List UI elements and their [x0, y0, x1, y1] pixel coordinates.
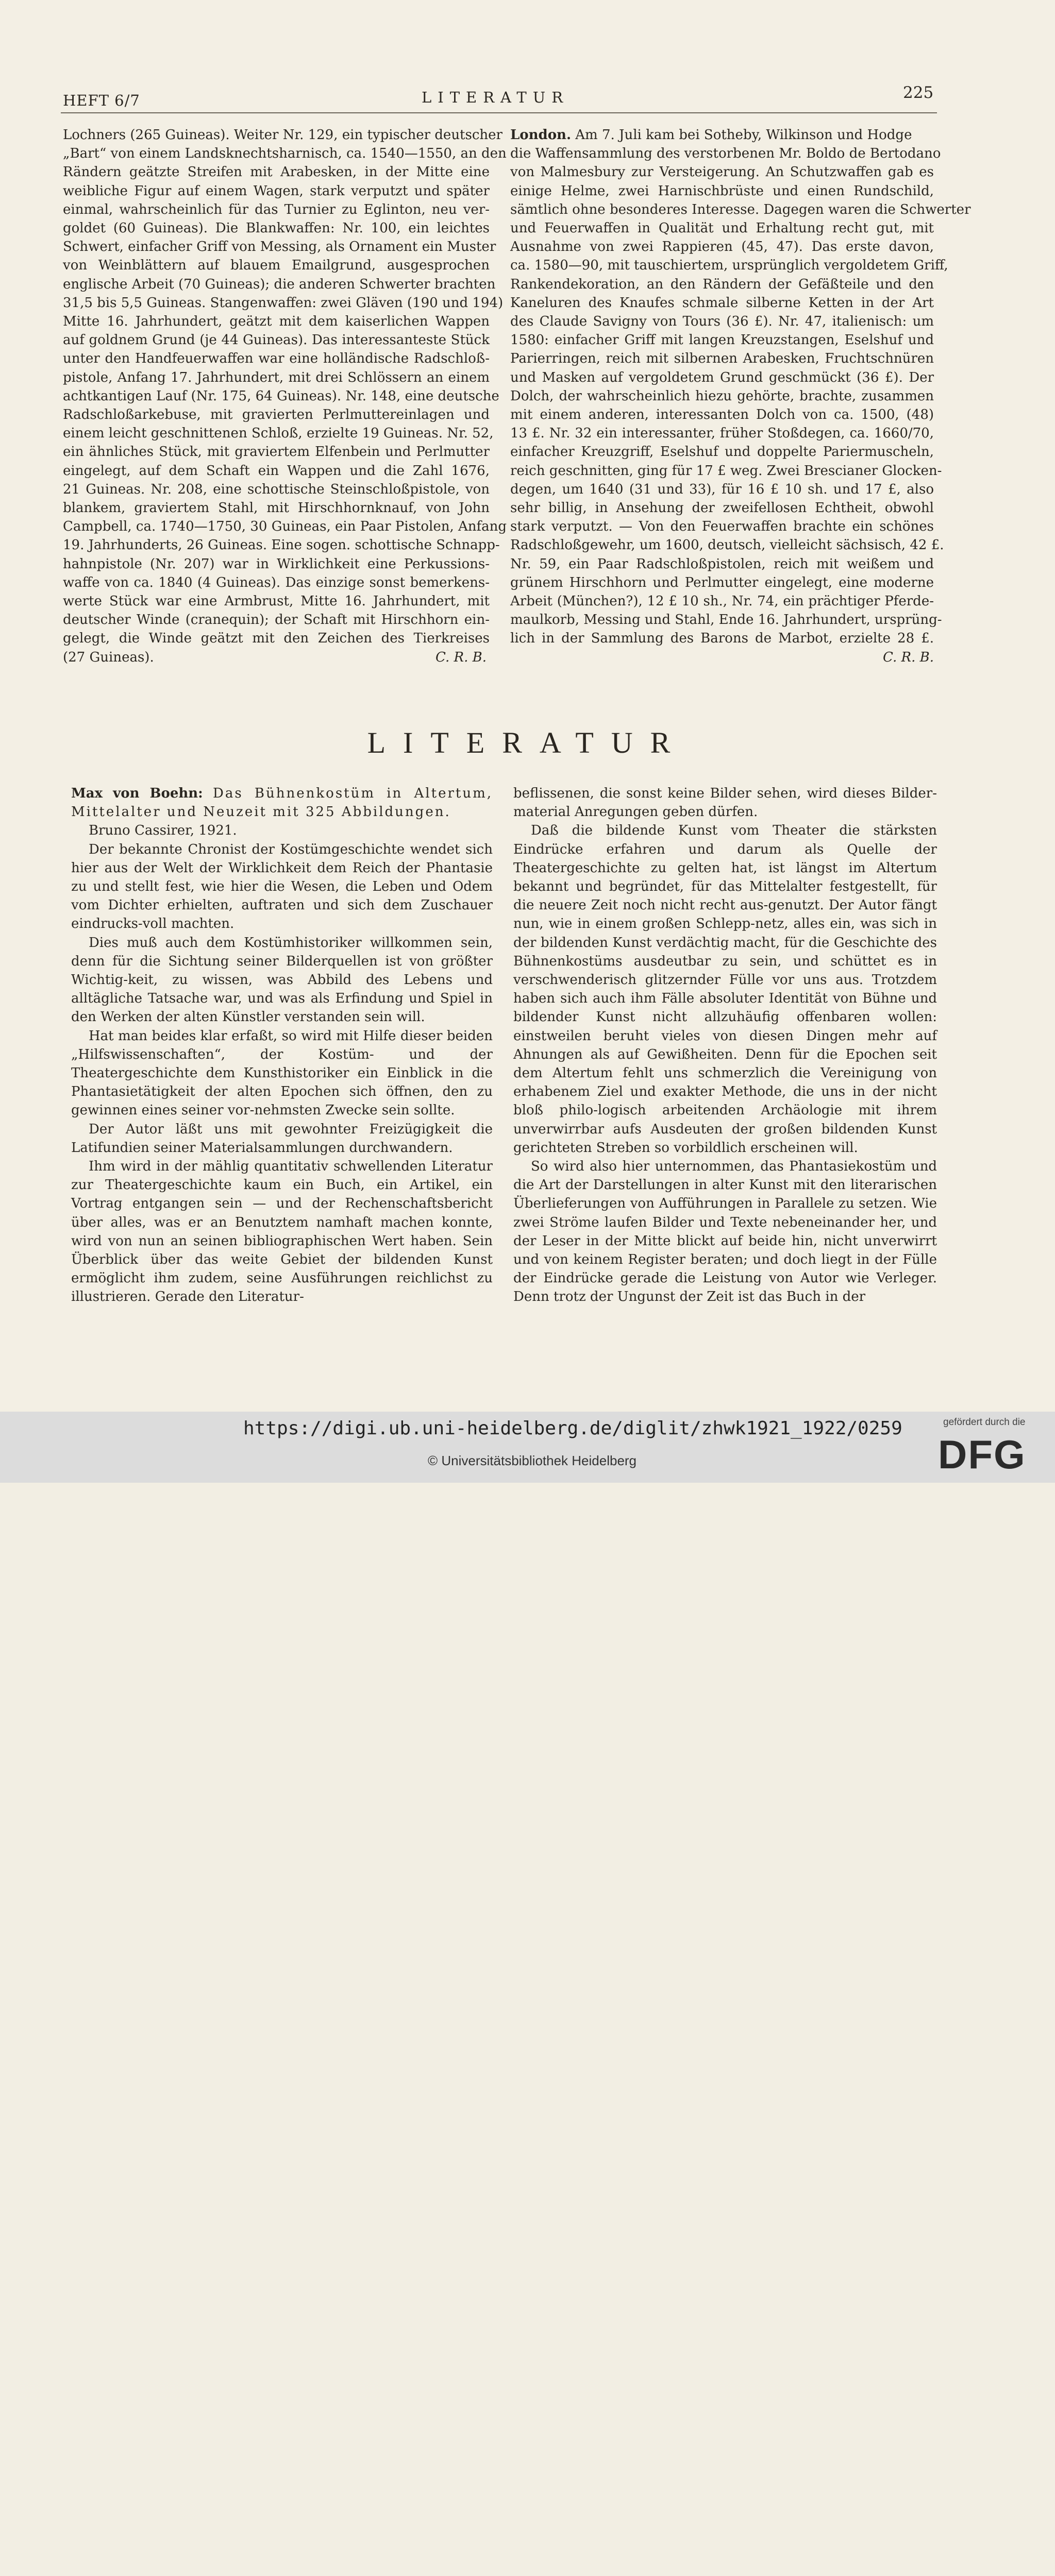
auction-report-left-column — [63, 126, 507, 667]
text-line: Rändern geätzte Streifen mit Arabesken, in der Mitte eine — [63, 164, 490, 180]
section-title: LITERATUR — [367, 726, 688, 759]
text-line: deutscher Winde (cranequin); der Schaft mit Hirschhorn ein- — [63, 612, 490, 628]
issue-label: HEFT 6/7 — [63, 92, 140, 109]
text-line: 19. Jahrhunderts, 26 Guineas. Eine sogen. schottische Schnapp- — [63, 537, 500, 553]
signature: C. R. B. — [883, 649, 934, 665]
text-line: eingelegt, auf dem Schaft ein Wappen und die Zahl 1676, — [63, 463, 490, 479]
text-line: ein ähnliches Stück, mit graviertem Elfenbein und Perlmutter — [63, 444, 490, 460]
signature: C. R. B. — [436, 649, 487, 665]
paragraph: So wird also hier unternommen, das Phantasiekostüm und die Art der Darstellungen in alter Kunst mit den literarischen Überlieferungen von Aufführungen in Parallele zu setzen. Wie zwei Ströme laufen Bilder und Texte nebeneinander her, und der Leser in der Mitte blickt auf beide hin, nicht unverwirrt und von keinem Register beraten; und doch liegt in der Fülle der Eindrücke gerade die Leistung von Autor wie Verleger. Denn trotz der Ungunst der Zeit ist das Buch in der — [513, 1159, 937, 1305]
running-title: LITERATUR — [422, 89, 570, 106]
last-line-row — [63, 648, 490, 667]
text-line: pistole, Anfang 17. Jahrhundert, mit drei Schlössern an einem — [63, 369, 490, 385]
text-line: und Feuerwaffen in Qualität und Erhaltung recht gut, mit — [510, 221, 934, 236]
paragraph: Ihm wird in der mählig quantitativ schwellenden Literatur zur Theatergeschichte kaum ein Buch, ein Artikel, ein Vortrag entgangen sein — und der Rechenschaftsbericht über alles, was er an Benutztem namhaft machen konnte, wird von nun an seinen bibliographischen Wert haben. Sein Überblick über das weite Gebiet der bildenden Kunst ermöglicht ihm zudem, seine Ausführungen reichlichst zu illustrieren. Gerade den Literatur- — [71, 1159, 493, 1305]
text-line: auf goldnem Grund (je 44 Guineas). Das interessanteste Stück — [63, 332, 490, 348]
text-line: einmal, wahrscheinlich für das Turnier zu Eglinton, neu ver- — [63, 201, 490, 217]
text-line: die Waffensammlung des verstorbenen Mr. Boldo de Bertodano — [510, 146, 941, 162]
review-publisher: Bruno Cassirer, 1921. — [89, 823, 237, 839]
text-line: von Weinblättern auf blauem Emailgrund, ausgesprochen — [63, 258, 490, 274]
paragraph: Der bekannte Chronist der Kostümgeschichte wendet sich hier aus der Welt der Wirklichkeit dem Reich der Phantasie zu und stellt fest, wie hier die Wesen, die Leben und Odem vom Dichter erhielten, auftraten und sich dem Zuschauer eindrucks-voll machten. — [71, 841, 493, 932]
text-line: Kaneluren des Knaufes schmale silberne Ketten in der Art — [510, 295, 934, 311]
text-line: reich geschnitten, ging für 17 £ weg. Zwei Brescianer Glocken- — [510, 463, 942, 479]
text-line: waffe von ca. 1840 (4 Guineas). Das einzige sonst bemerkens- — [63, 574, 490, 590]
text-line: einfacher Kreuzgriff, Eselshuf und doppelte Pariermuscheln, — [510, 444, 934, 460]
review-left-column — [71, 784, 493, 1307]
auction-report-right-column — [510, 126, 971, 667]
text-line: Parierringen, reich mit silbernen Arabesken, Fruchtschnüren — [510, 351, 934, 367]
paragraph: Hat man beides klar erfaßt, so wird mit Hilfe dieser beiden „Hilfswissenschaften“, der Kostüm- und der Theatergeschichte dem Kunsthistoriker ein Einblick in die Phantasietätigkeit der alten Epochen sich öffnen, den zu gewinnen eines seiner vor-nehmsten Zwecke sein sollte. — [71, 1028, 493, 1118]
page-number: 225 — [903, 83, 934, 102]
text-line: achtkantigen Lauf (Nr. 175, 64 Guineas). Nr. 148, eine deutsche — [63, 388, 499, 404]
text-line: werte Stück war eine Armbrust, Mitte 16. Jahrhundert, mit — [63, 594, 490, 609]
text-line: von Malmesbury zur Versteigerung. An Schutzwaffen gab es — [510, 164, 934, 180]
text-line: Campbell, ca. 1740—1750, 30 Guineas, ein Paar Pistolen, Anfang — [63, 519, 507, 535]
text-line: Schwert, einfacher Griff von Messing, als Ornament ein Muster — [63, 239, 496, 255]
text-line: (27 Guineas). — [63, 649, 154, 665]
text-line: stark verputzt. — Von den Feuerwaffen brachte ein schönes — [510, 519, 934, 535]
text-line: maulkorb, Messing und Stahl, Ende 16. Jahrhundert, ursprüng- — [510, 612, 942, 628]
review-author: Max von Boehn: — [71, 786, 203, 801]
text-line: goldet (60 Guineas). Die Blankwaffen: Nr. 100, ein leichtes — [63, 221, 490, 236]
text-line: mit einem anderen, interessanten Dolch von ca. 1500, (48) — [510, 407, 934, 423]
text-line: Lochners (265 Guineas). Weiter Nr. 129, ein typischer deutscher — [63, 127, 503, 143]
paragraph: Der Autor läßt uns mit gewohnter Freizügigkeit die Latifundien seiner Materialsammlungen durchwandern. — [71, 1121, 493, 1156]
text-line: Ausnahme von zwei Rappieren (45, 47). Das erste davon, — [510, 239, 934, 255]
text-line: Rankendekoration, an den Rändern der Gefäßteile und den — [510, 276, 934, 292]
text-line: lich in der Sammlung des Barons de Marbot, erzielte 28 £. — [510, 631, 934, 647]
text-line: ca. 1580—90, mit tauschiertem, ursprünglich vergoldetem Griff, — [510, 258, 948, 274]
london-first-line: Am 7. Juli kam bei Sotheby, Wilkinson und Hodge — [571, 127, 912, 143]
text-line: Mitte 16. Jahrhundert, geätzt mit dem kaiserlichen Wappen — [63, 314, 490, 330]
text-line: weibliche Figur auf einem Wagen, stark verputzt und später — [63, 183, 490, 199]
text-line: englische Arbeit (70 Guineas); die anderen Schwerter brachten — [63, 276, 496, 292]
header-rule — [61, 112, 937, 113]
review-book-title: Das Bühnenkostüm in Altertum, Mittelalter und Neuzeit mit 325 Abbildungen. — [71, 786, 493, 820]
paragraph: beflissenen, die sonst keine Bilder sehen, wird dieses Bilder-material Anregungen geben dürfen. — [513, 786, 937, 820]
paragraph: Daß die bildende Kunst vom Theater die stärksten Eindrücke erfahren und darum als Quelle der Theatergeschichte zu gelten hat, ist längst im Altertum bekannt und begründet, für das Mittelalter festgestellt, für die neuere Zeit noch nicht recht aus-genutzt. Der Autor fängt nun, wie in einem großen Schlepp-netz, alles ein, was sich in der bildenden Kunst verdächtig macht, für die Geschichte des Bühnenkostüms ausdeutbar zu sein, und schüttet es in verschwenderisch glitzernder Fülle vor uns aus. Trotzdem haben sich auch ihm Fälle absoluter Identität von Bühne und bildender Kunst nicht allzuhäufig offenbaren wollen: einstweilen beruht vieles von diesen Dingen mehr auf Ahnungen als auf Gewißheiten. Denn für die Epochen seit dem Altertum fehlt uns schmerzlich die Vereinigung von erhabenem Ziel und exakter Methode, die uns in der nicht bloß philo-logisch arbeitenden Archäologie mit ihrem unverwirrbar aufs Ausdeuten der großen bildenden Kunst gerichteten Streben so vorbildlich erscheinen will. — [513, 823, 937, 1156]
footer-bar — [0, 1412, 1055, 1483]
text-line: Arbeit (München?), 12 £ 10 sh., Nr. 74, ein prächtiger Pferde- — [510, 594, 934, 609]
review-right-column — [513, 784, 937, 1307]
dfg-logo[interactable]: DFG — [938, 1432, 1026, 1477]
text-line: grünem Hirschhorn und Perlmutter eingelegt, eine moderne — [510, 574, 934, 590]
text-line: des Claude Savigny von Tours (36 £). Nr. 47, italienisch: um — [510, 314, 934, 330]
text-line: Dolch, der wahrscheinlich hiezu gehörte, brachte, zusammen — [510, 388, 934, 404]
dfg-funding-note: gefördert durch die — [943, 1417, 1026, 1428]
text-line: einige Helme, zwei Harnischbrüste und einen Rundschild, — [510, 183, 934, 199]
text-line: 31,5 bis 5,5 Guineas. Stangenwaffen: zwei Gläven (190 und 194) — [63, 295, 504, 311]
text-line: Nr. 59, ein Paar Radschloßpistolen, reich mit weißem und — [510, 556, 934, 572]
text-line: 1580: einfacher Griff mit langen Kreuzstangen, Eselshuf und — [510, 332, 934, 348]
text-line: 21 Guineas. Nr. 208, eine schottische Steinschloßpistole, von — [63, 481, 490, 497]
paragraph: Dies muß auch dem Kostümhistoriker willkommen sein, denn für die Sichtung seiner Bilderquellen ist von größter Wichtig-keit, zu wissen, was Abbild des Lebens und alltägliche Tatsache war, und was als Erfindung und Spiel in den Werken der alten Künstler verstanden sein will. — [71, 935, 493, 1025]
text-line: blankem, graviertem Stahl, mit Hirschhornknauf, von John — [63, 500, 490, 516]
text-line: gelegt, die Winde geätzt mit den Zeichen des Tierkreises — [63, 631, 490, 647]
text-line: sämtlich ohne besonderes Interesse. Dagegen waren die Schwerter — [510, 201, 971, 217]
text-line: 13 £. Nr. 32 ein interessanter, früher Stoßdegen, ca. 1660/70, — [510, 426, 934, 442]
copyright-notice: © Universitätsbibliothek Heidelberg — [428, 1453, 637, 1468]
text-line: sehr billig, in Ansehung der zweifellosen Echtheit, obwohl — [510, 500, 934, 516]
text-line: degen, um 1640 (31 und 33), für 16 £ 10 sh. und 17 £, also — [510, 481, 934, 497]
permalink-url[interactable]: https://digi.ub.uni-heidelberg.de/diglit/zhwk1921_1922/0259 — [243, 1418, 902, 1439]
london-lead: London. — [510, 127, 572, 143]
text-line: Radschloßarkebuse, mit gravierten Perlmuttereinlagen und — [63, 407, 490, 423]
text-line: „Bart“ von einem Landsknechtsharnisch, ca. 1540—1550, an den — [63, 146, 507, 162]
text-line: unter den Handfeuerwaffen war eine holländische Radschloß- — [63, 351, 490, 367]
text-line: einem leicht geschnittenen Schloß, erzielte 19 Guineas. Nr. 52, — [63, 426, 494, 442]
text-line: Radschloßgewehr, um 1600, deutsch, vielleicht sächsisch, 42 £. — [510, 537, 944, 553]
text-line: und Masken auf vergoldetem Grund geschmückt (36 £). Der — [510, 369, 934, 385]
text-line: hahnpistole (Nr. 207) war in Wirklichkeit eine Perkussions- — [63, 556, 490, 572]
